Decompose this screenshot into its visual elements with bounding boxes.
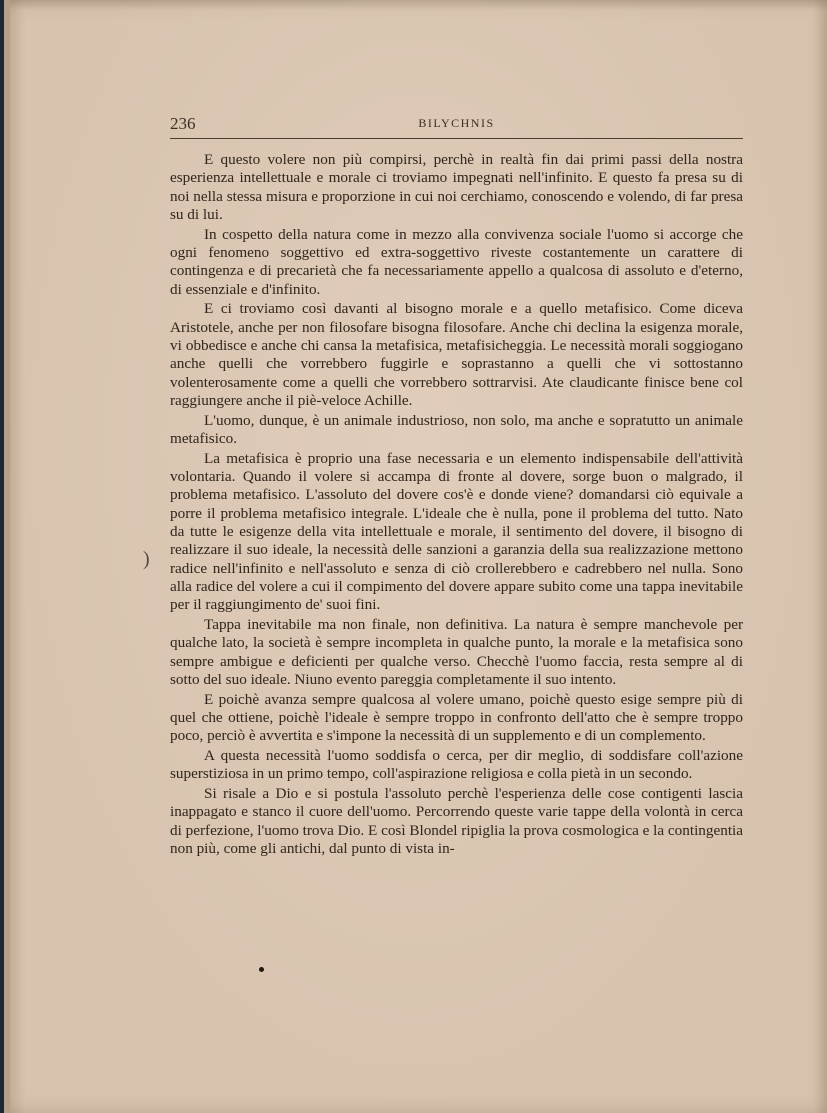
paragraph: La metafisica è proprio una fase necessaria e un elemento indispensabile dell'attività volontaria. Quando il volere si accampa di fronte al dovere, sorge buon o malgrado, il problema metafisico. L'assoluto del dovere cos'è e donde viene? domandarsi ciò equivale a porre il problema metafisico integrale. L'ideale che è nulla, pone il problema del tutto. Nato da tutte le esigenze della vita intellettuale e morale, il sentimento del dovere, il bisogno di realizzare il suo ideale, la necessità delle sanzioni a garanzia della sua realizzazione mettono radice nell'infinito e nell'assoluto e senza di ciò crollerebbero e cadrebbero nel nulla. Sono alla radice del volere a cui il compimento del dovere appare subito come una tappa inevitabile per il raggiungimento de' suoi fini.	[170, 449, 743, 614]
paragraph: In cospetto della natura come in mezzo alla convivenza sociale l'uomo si accorge che ogni fenomeno soggettivo ed extra-soggettivo riveste costantemente un carattere di contingenza e di precarietà che fa necessariamente appello a qualcosa di assoluto e d'eterno, di essenziale e d'infinito.	[170, 225, 743, 298]
header-rule	[170, 138, 743, 139]
paragraph: A questa necessità l'uomo soddisfa o cerca, per dir meglio, di soddisfare coll'azione superstiziosa in un primo tempo, coll'aspirazione religiosa e colla pietà in un secondo.	[170, 747, 743, 783]
paragraph: E questo volere non più compirsi, perchè in realtà fin dai primi passi della nostra esperienza intellettuale e morale ci troviamo impegnati nell'infinito. E questo fa presa su di noi nella stessa misura e proporzione in cui noi cerchiamo, conoscendo e volendo, di far presa su di lui.	[170, 151, 743, 223]
running-title: BILYCHNIS	[418, 116, 495, 130]
paragraph: Tappa inevitabile ma non finale, non definitiva. La natura è sempre manchevole per qualche lato, la società è sempre incompleta in qualche punto, la morale e la metafisica sono sempre ambigue e deficienti per qualche verso. Checchè l'uomo faccia, resta sempre al di sotto del suo ideale. Niuno evento pareggia completamente il suo intento.	[170, 615, 743, 688]
paragraph: L'uomo, dunque, è un animale industrioso, non solo, ma anche e sopratutto un animale metafisico.	[170, 411, 743, 447]
book-page	[4, 0, 827, 1113]
page-spine-edge	[4, 0, 10, 1113]
paragraph: E ci troviamo così davanti al bisogno morale e a quello metafisico. Come diceva Aristotele, anche per non filosofare bisogna filosofare. Anche chi declina la esigenza morale, vi obbedisce e anche chi cansa la metafisica, metafisicheggia. Le necessità morali soggiogano anche quelli che vorrebbero fuggirle e soprastanno a quelli che vi sottostanno volenterosamente come a quelli che vorrebbero sottrarvisi. Ate claudicante finisce bene col raggiungere anche il piè-veloce Achille.	[170, 300, 743, 409]
paragraph: E poichè avanza sempre qualcosa al volere umano, poichè questo esige sempre più di quel che ottiene, poichè l'ideale è sempre troppo in confronto dell'atto che è sempre troppo poco, perciò è avvertita e s'impone la necessità di un supplemento e di un complemento.	[170, 690, 743, 745]
paragraph: Si risale a Dio e si postula l'assoluto perchè l'esperienza delle cose contigenti lascia inappagato e stanco il cuore dell'uomo. Percorrendo queste varie tappe della volontà in cerca di perfezione, l'uomo trova Dio. E così Blondel ripiglia la prova cosmologica e la contingentia non più, come gli antichi, dal punto di vista in-	[170, 785, 743, 857]
margin-bracket-mark: )	[143, 548, 150, 570]
body-text	[170, 151, 743, 858]
page-header	[170, 112, 743, 138]
ink-dot	[259, 967, 264, 972]
page-number: 236	[170, 114, 196, 133]
